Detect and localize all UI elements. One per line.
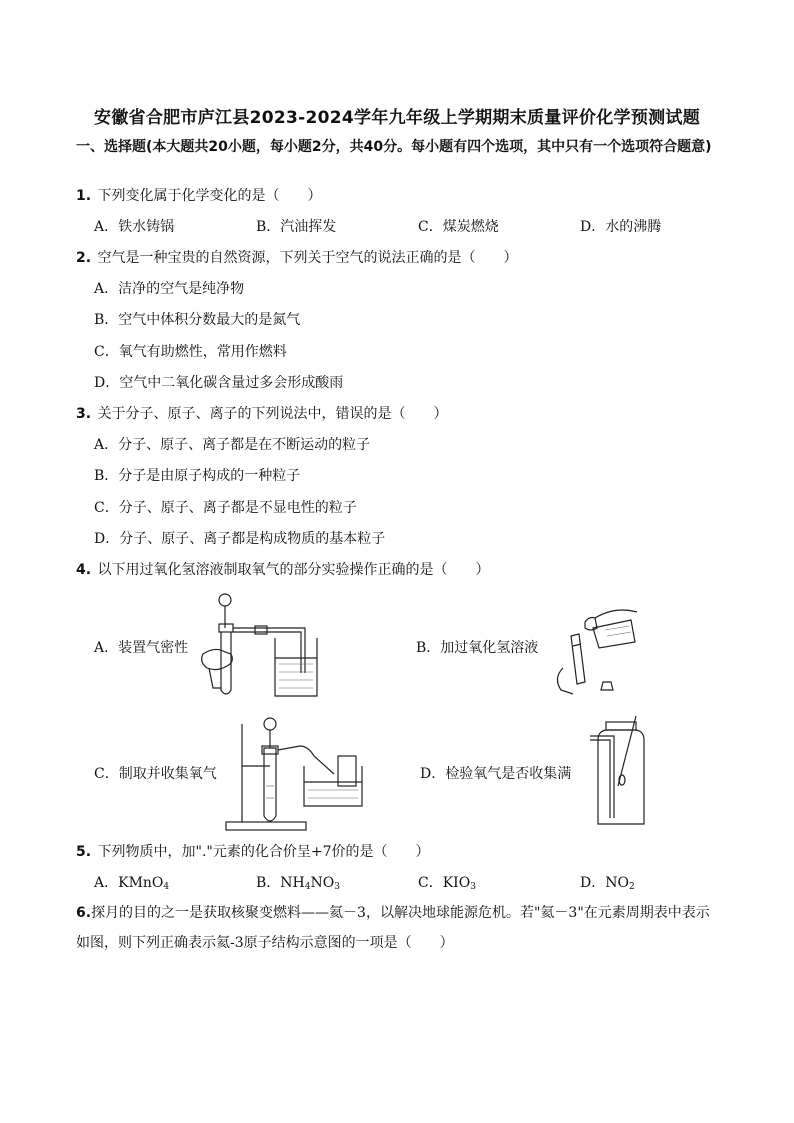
option-c[interactable] (418, 873, 476, 897)
option-b[interactable]: B．分子是由原子构成的一种粒子 (94, 468, 301, 484)
question-text: 以下用过氧化氢溶液制取氧气的部分实验操作正确的是（ ） (97, 562, 490, 578)
option-a[interactable]: A．铁水铸锅 (94, 219, 175, 235)
collect-oxygen-apparatus-figure (222, 716, 382, 832)
test-oxygen-full-figure (590, 712, 652, 830)
question-text: 下列物质中，加"."元素的化合价呈+7价的是（ ） (97, 844, 430, 860)
option-a[interactable] (94, 873, 169, 897)
question-text: 关于分子、原子、离子的下列说法中，错误的是（ ） (97, 406, 448, 422)
option-d[interactable]: D．空气中二氧化碳含量过多会形成酸雨 (94, 375, 344, 391)
option-label-tail: NO (310, 875, 335, 891)
option-c[interactable]: C．制取并收集氧气 (94, 766, 217, 782)
question-text: 探月的目的之一是获取核聚变燃料——氦－3，以解决地球能源危机。若"氦－3"在元素周期表中表示 (91, 905, 710, 921)
question-3 (76, 404, 448, 424)
question-text-line-2: 如图，则下列正确表示氦-3原子结构示意图的一项是（ ） (76, 935, 454, 951)
question-2 (76, 248, 518, 268)
question-text-line-1 (76, 898, 756, 928)
option-c[interactable]: C．煤炭燃烧 (418, 219, 499, 235)
option-a[interactable]: A．洁净的空气是纯净物 (94, 281, 245, 297)
section-heading: 一、选择题(本大题共20小题，每小题2分，共40分。每小题有四个选项，其中只有一个选项符合题意) (76, 139, 712, 155)
subscript: 4 (163, 882, 170, 892)
option-a[interactable]: A．分子、原子、离子都是在不断运动的粒子 (94, 437, 371, 453)
option-d[interactable]: D．分子、原子、离子都是构成物质的基本粒子 (94, 531, 386, 547)
subscript: 4 (304, 882, 311, 892)
question-1 (76, 186, 322, 206)
option-c[interactable]: C．氧气有助燃性，常用作燃料 (94, 344, 287, 360)
question-4 (76, 560, 490, 580)
question-number: 4. (76, 562, 92, 578)
option-d[interactable]: D．水的沸腾 (580, 219, 662, 235)
option-b[interactable]: B．汽油挥发 (256, 219, 337, 235)
option-b[interactable] (256, 873, 340, 897)
airtightness-apparatus-figure (195, 588, 330, 700)
option-a[interactable]: A．装置气密性 (94, 640, 189, 656)
option-label: C．KIO (418, 875, 471, 891)
question-number: 3. (76, 406, 92, 422)
adding-peroxide-figure (545, 598, 645, 698)
option-label: D．NO (580, 875, 629, 891)
question-6 (76, 898, 756, 958)
subscript: 3 (470, 882, 476, 892)
option-b[interactable]: B．空气中体积分数最大的是氮气 (94, 312, 301, 328)
option-label: A．KMnO (94, 875, 164, 891)
option-b[interactable]: B．加过氧化氢溶液 (416, 640, 539, 656)
question-text: 下列变化属于化学变化的是（ ） (97, 188, 322, 204)
question-number: 1. (76, 188, 92, 204)
option-d[interactable]: D．检验氧气是否收集满 (420, 766, 572, 782)
question-number: 6. (76, 905, 92, 921)
question-number: 2. (76, 250, 92, 266)
question-5 (76, 842, 429, 862)
subscript: 3 (334, 882, 340, 892)
subscript: 2 (628, 882, 635, 892)
question-text: 空气是一种宝贵的自然资源，下列关于空气的说法正确的是（ ） (97, 250, 518, 266)
option-label: B．NH (256, 875, 305, 891)
page-title: 安徽省合肥市庐江县2023-2024学年九年级上学期期末质量评价化学预测试题 (93, 108, 701, 128)
question-number: 5. (76, 844, 92, 860)
option-d[interactable] (580, 873, 635, 897)
option-c[interactable]: C．分子、原子、离子都是不显电性的粒子 (94, 500, 357, 516)
